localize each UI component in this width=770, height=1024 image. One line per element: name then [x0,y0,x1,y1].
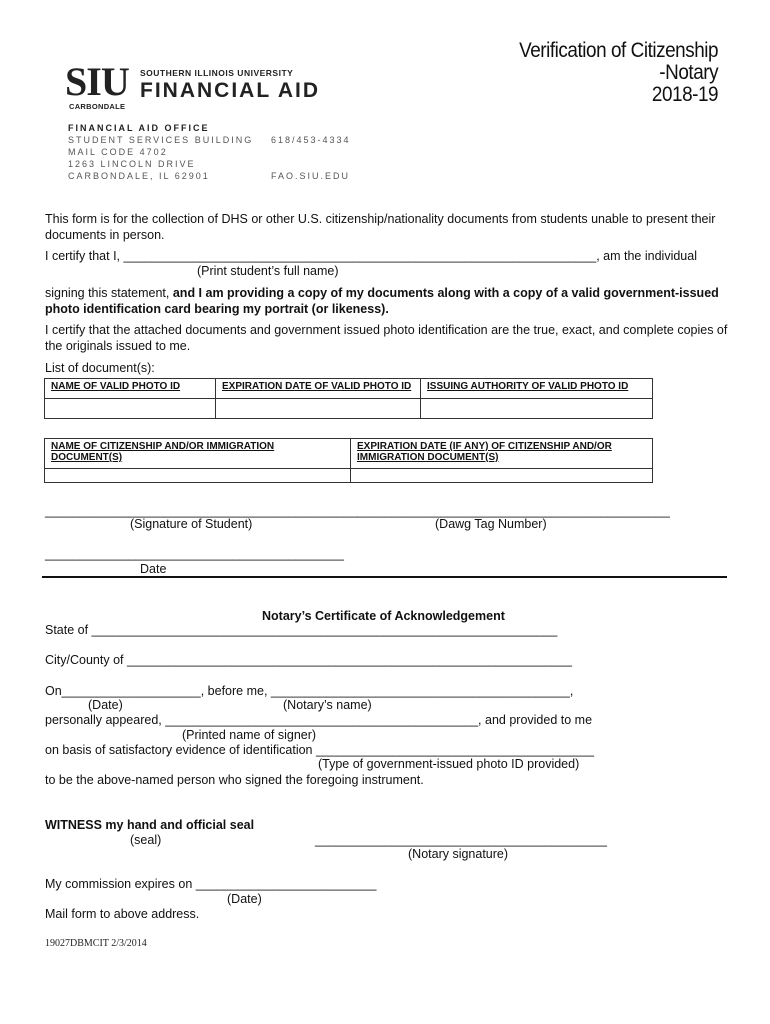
citizenship-doc-header-row [45,439,653,469]
student-signature-line[interactable]: _____________________________________________ [45,504,358,518]
photo-id-type-caption: (Type of government-issued photo ID provided) [318,757,580,771]
commission-date-caption: (Date) [227,892,262,906]
notary-on-date-line[interactable]: On____________________, before me, ___________________________________________, [45,684,574,698]
date-line[interactable]: ___________________________________________ [45,547,344,561]
office-city: CARBONDALE, IL 62901 [68,171,210,181]
form-title-line1: Verification of Citizenship [518,39,718,62]
signing-statement-plain: signing this statement, [45,286,173,300]
photo-id-authority-header [421,379,653,399]
photo-id-entry-row [45,399,653,419]
notary-state-line[interactable]: State of ___________________________________________________________________ [45,623,558,637]
citizenship-doc-entry-row [45,469,653,483]
dawg-tag-caption: (Dawg Tag Number) [435,517,547,531]
form-code-footer: 19027DBMCIT 2/3/2014 [45,938,147,949]
list-label: List of document(s): [45,361,155,375]
intro-text: This form is for the collection of DHS or other U.S. citizenship/nationality documents from students unable to present their documents in person. [45,212,716,242]
photo-id-authority-header-text: ISSUING AUTHORITY OF VALID PHOTO ID [427,381,629,392]
form-title-line2: -Notary [659,61,718,84]
date-caption: Date [140,562,167,576]
photo-id-expiration-header [216,379,421,399]
form-title [519,40,718,106]
citizenship-doc-table [44,438,653,483]
commission-expires-line[interactable]: My commission expires on __________________________ [45,877,377,891]
signing-statement [45,285,735,317]
mail-instruction: Mail form to above address. [45,907,200,921]
printed-signer-caption: (Printed name of signer) [182,728,317,742]
notary-city-county-line[interactable]: City/County of ________________________________________________________________ [45,653,572,667]
siu-logo-mark: SIU [65,59,129,104]
office-name: FINANCIAL AID OFFICE [68,123,210,133]
notary-name-caption: (Notary’s name) [283,698,372,712]
seal-caption: (seal) [130,833,162,847]
evidence-basis-line[interactable]: on basis of satisfactory evidence of identification ________________________________________ [45,743,595,757]
logo-carbondale: CARBONDALE [69,102,126,111]
notary-heading: Notary’s Certificate of Acknowledgement [262,609,505,623]
citizenship-doc-expiration-header-text: EXPIRATION DATE (IF ANY) OF CITIZENSHIP AND/OR IMMIGRATION DOCUMENT(S) [357,441,612,463]
notary-signature-caption: (Notary signature) [408,847,509,861]
citizenship-doc-expiration-cell[interactable] [351,469,653,483]
photo-id-header-row [45,379,653,399]
office-street: 1263 LINCOLN DRIVE [68,159,196,169]
signing-statement-bold: and I am providing a copy of my documents along with a copy of a valid government-issued photo identification card bearing my portrait (or likeness). [45,286,719,316]
student-signature-caption: (Signature of Student) [130,517,253,531]
witness-statement: WITNESS my hand and official seal [45,818,255,832]
photo-id-expiration-header-text: EXPIRATION DATE OF VALID PHOTO ID [222,381,412,392]
office-mail-code: MAIL CODE 4702 [68,147,168,157]
logo-financial-aid: FINANCIAL AID [140,79,320,102]
above-named-statement: to be the above-named person who signed the foregoing instrument. [45,773,424,787]
notary-date-caption: (Date) [88,698,123,712]
photo-id-authority-cell[interactable] [421,399,653,419]
certify-originals: I certify that the attached documents and government issued photo identification are the true, exact, and complete copies of the originals issued to me. [45,323,728,353]
photo-id-expiration-cell[interactable] [216,399,421,419]
photo-id-table [44,378,653,419]
citizenship-doc-name-cell[interactable] [45,469,351,483]
office-website: FAO.SIU.EDU [271,171,351,181]
photo-id-name-header-text: NAME OF VALID PHOTO ID [51,381,181,392]
personally-appeared-line[interactable]: personally appeared, _____________________________________________, and provided to me [45,713,593,727]
photo-id-name-cell[interactable] [45,399,216,419]
photo-id-name-header [45,379,216,399]
office-phone: 618/453-4334 [271,135,351,145]
citizenship-doc-name-header [45,439,351,469]
notary-signature-line[interactable]: __________________________________________ [315,833,607,847]
dawg-tag-line[interactable]: _____________________________________________ [357,504,670,518]
citizenship-doc-expiration-header [351,439,653,469]
office-building: STUDENT SERVICES BUILDING [68,135,254,145]
citizenship-doc-name-header-text: NAME OF CITIZENSHIP AND/OR IMMIGRATION DOCUMENT(S) [51,441,275,463]
certify-name-line: I certify that I, ____________________________________________________________________, am the individual [45,249,697,263]
form-title-line3: 2018-19 [651,83,718,106]
logo-university-name: SOUTHERN ILLINOIS UNIVERSITY [140,68,294,78]
section-divider [42,576,727,578]
student-name-caption: (Print student’s full name) [197,264,339,278]
